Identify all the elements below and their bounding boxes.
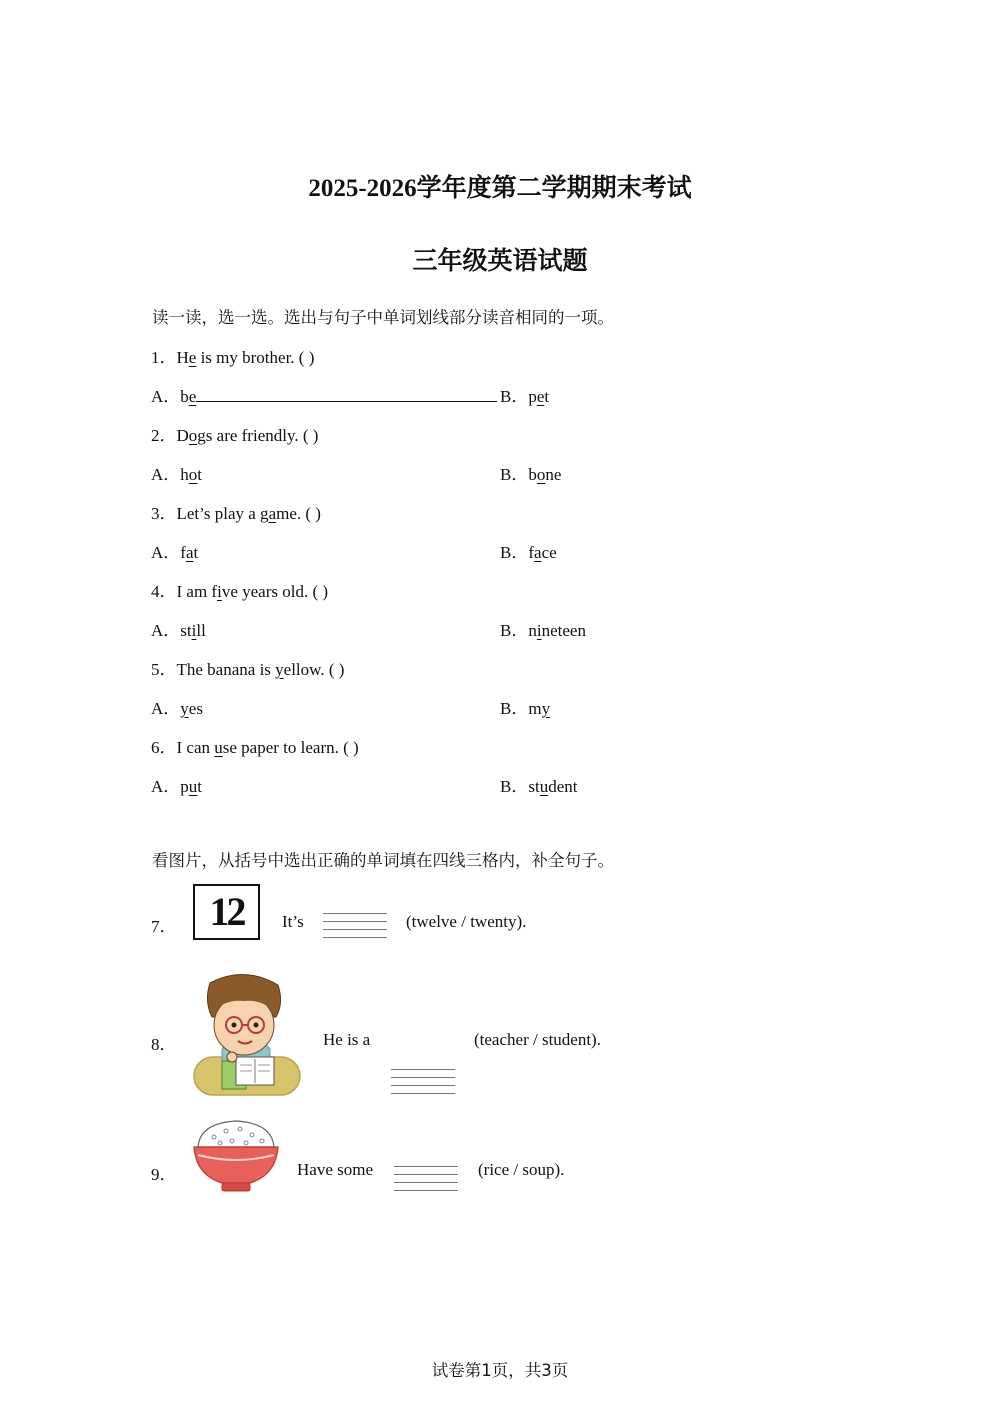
question-text: I am f [176, 582, 218, 601]
option-a[interactable] [151, 616, 206, 641]
rice-bowl-icon [192, 1117, 280, 1195]
option-text: t [193, 543, 199, 562]
option-b[interactable] [500, 538, 557, 563]
option-label: A． [151, 777, 181, 796]
underlined-letter: o [536, 465, 546, 484]
option-text: t [197, 465, 203, 484]
question-1 [151, 343, 314, 368]
four-line-answer-field[interactable] [323, 913, 387, 939]
option-text: p [180, 777, 189, 796]
option-a[interactable] [151, 382, 497, 407]
option-text: ne [545, 465, 562, 484]
question-number: 4． [151, 582, 177, 601]
underlined-letter: o [188, 465, 198, 484]
student-reading-icon [192, 973, 304, 1097]
option-text: f [528, 543, 535, 562]
question-number: 6． [151, 738, 177, 757]
option-text: ll [196, 621, 206, 640]
option-label: B． [500, 699, 529, 718]
option-label: B． [500, 387, 529, 406]
number-card-text: 12 [209, 889, 244, 934]
option-b[interactable] [500, 616, 586, 641]
underlined-letter: u [188, 777, 198, 796]
question-text: H [176, 348, 189, 367]
option-text: dent [548, 777, 578, 796]
option-text: n [528, 621, 537, 640]
option-b[interactable] [500, 382, 549, 407]
question-number: 1． [151, 348, 177, 367]
underlined-letter: e [188, 387, 197, 406]
question-text: The banana is [176, 660, 276, 679]
option-label: B． [500, 543, 529, 562]
question-4 [151, 577, 328, 602]
word-choices: (teacher / student). [474, 1030, 601, 1049]
question-6 [151, 733, 359, 758]
underlined-letter: e [536, 387, 545, 406]
option-a[interactable] [151, 460, 202, 485]
option-text: p [528, 387, 537, 406]
question-text: ve years old. ( ) [221, 582, 329, 601]
question-number: 9． [151, 1165, 177, 1184]
option-text: ce [541, 543, 557, 562]
question-3 [151, 499, 321, 524]
question-number: 5． [151, 660, 177, 679]
option-label: A． [151, 699, 181, 718]
underlined-letter: o [188, 426, 198, 445]
option-text: st [528, 777, 540, 796]
question-text: is my brother. ( ) [196, 348, 315, 367]
question-2 [151, 421, 318, 446]
question-text: I can [176, 738, 215, 757]
option-a[interactable] [151, 694, 203, 719]
section1-instruction: 读一读，选一选。选出与句子中单词划线部分读音相同的一项。 [152, 308, 614, 327]
option-label: A． [151, 543, 181, 562]
number-card-icon [193, 884, 260, 940]
option-text: h [180, 465, 189, 484]
underlined-letter: u [539, 777, 549, 796]
question-text: gs are friendly. ( ) [197, 426, 319, 445]
option-text: es [188, 699, 203, 718]
option-label: B． [500, 621, 529, 640]
option-label: A． [151, 387, 181, 406]
question-number: 8． [151, 1035, 177, 1054]
question-text: ellow. ( ) [283, 660, 345, 679]
underlined-letter: u [214, 738, 223, 757]
sentence-text: He is a [323, 1030, 371, 1049]
option-label: A． [151, 621, 181, 640]
exam-title: 2025-2026学年度第二学期期末考试 [308, 175, 692, 202]
option-label: B． [500, 465, 529, 484]
underlined-letter: a [268, 504, 277, 523]
underlined-letter: y [541, 699, 551, 718]
exam-subtitle: 三年级英语试题 [412, 248, 588, 275]
option-label: B． [500, 777, 529, 796]
option-text: b [528, 465, 537, 484]
blank-line [196, 387, 497, 402]
option-a[interactable] [151, 772, 202, 797]
underlined-letter: a [534, 543, 542, 562]
option-text: st [180, 621, 192, 640]
question-text: se paper to learn. ( ) [222, 738, 359, 757]
four-line-answer-field[interactable] [391, 1069, 455, 1095]
word-choices: (rice / soup). [478, 1160, 565, 1179]
four-line-answer-field[interactable] [394, 1166, 458, 1192]
question-number: 2． [151, 426, 177, 445]
question-text: Let’s play a g [176, 504, 269, 523]
underlined-letter: i [191, 621, 197, 640]
question-text: D [176, 426, 189, 445]
question-number: 7． [151, 917, 177, 936]
underlined-letter: y [275, 660, 284, 679]
option-text: b [180, 387, 189, 406]
option-text: t [544, 387, 550, 406]
option-a[interactable] [151, 538, 198, 563]
question-5 [151, 655, 344, 680]
option-b[interactable] [500, 460, 561, 485]
option-text: neteen [541, 621, 586, 640]
underlined-letter: a [185, 543, 194, 562]
underlined-letter: i [217, 582, 222, 601]
underlined-letter: i [536, 621, 542, 640]
option-text: f [180, 543, 186, 562]
page-footer: 试卷第1页，共3页 [431, 1361, 569, 1380]
underlined-letter: y [180, 699, 189, 718]
underlined-letter: e [188, 348, 197, 367]
option-text: m [528, 699, 542, 718]
option-label: A． [151, 465, 181, 484]
word-choices: (twelve / twenty). [406, 912, 527, 931]
question-text: me. ( ) [276, 504, 321, 523]
option-b[interactable] [500, 694, 550, 719]
sentence-text: It’s [282, 912, 304, 931]
section2-instruction: 看图片，从括号中选出正确的单词填在四线三格内，补全句子。 [152, 851, 614, 870]
question-number: 3． [151, 504, 177, 523]
option-text: t [197, 777, 203, 796]
option-b[interactable] [500, 772, 577, 797]
sentence-text: Have some [297, 1160, 374, 1179]
